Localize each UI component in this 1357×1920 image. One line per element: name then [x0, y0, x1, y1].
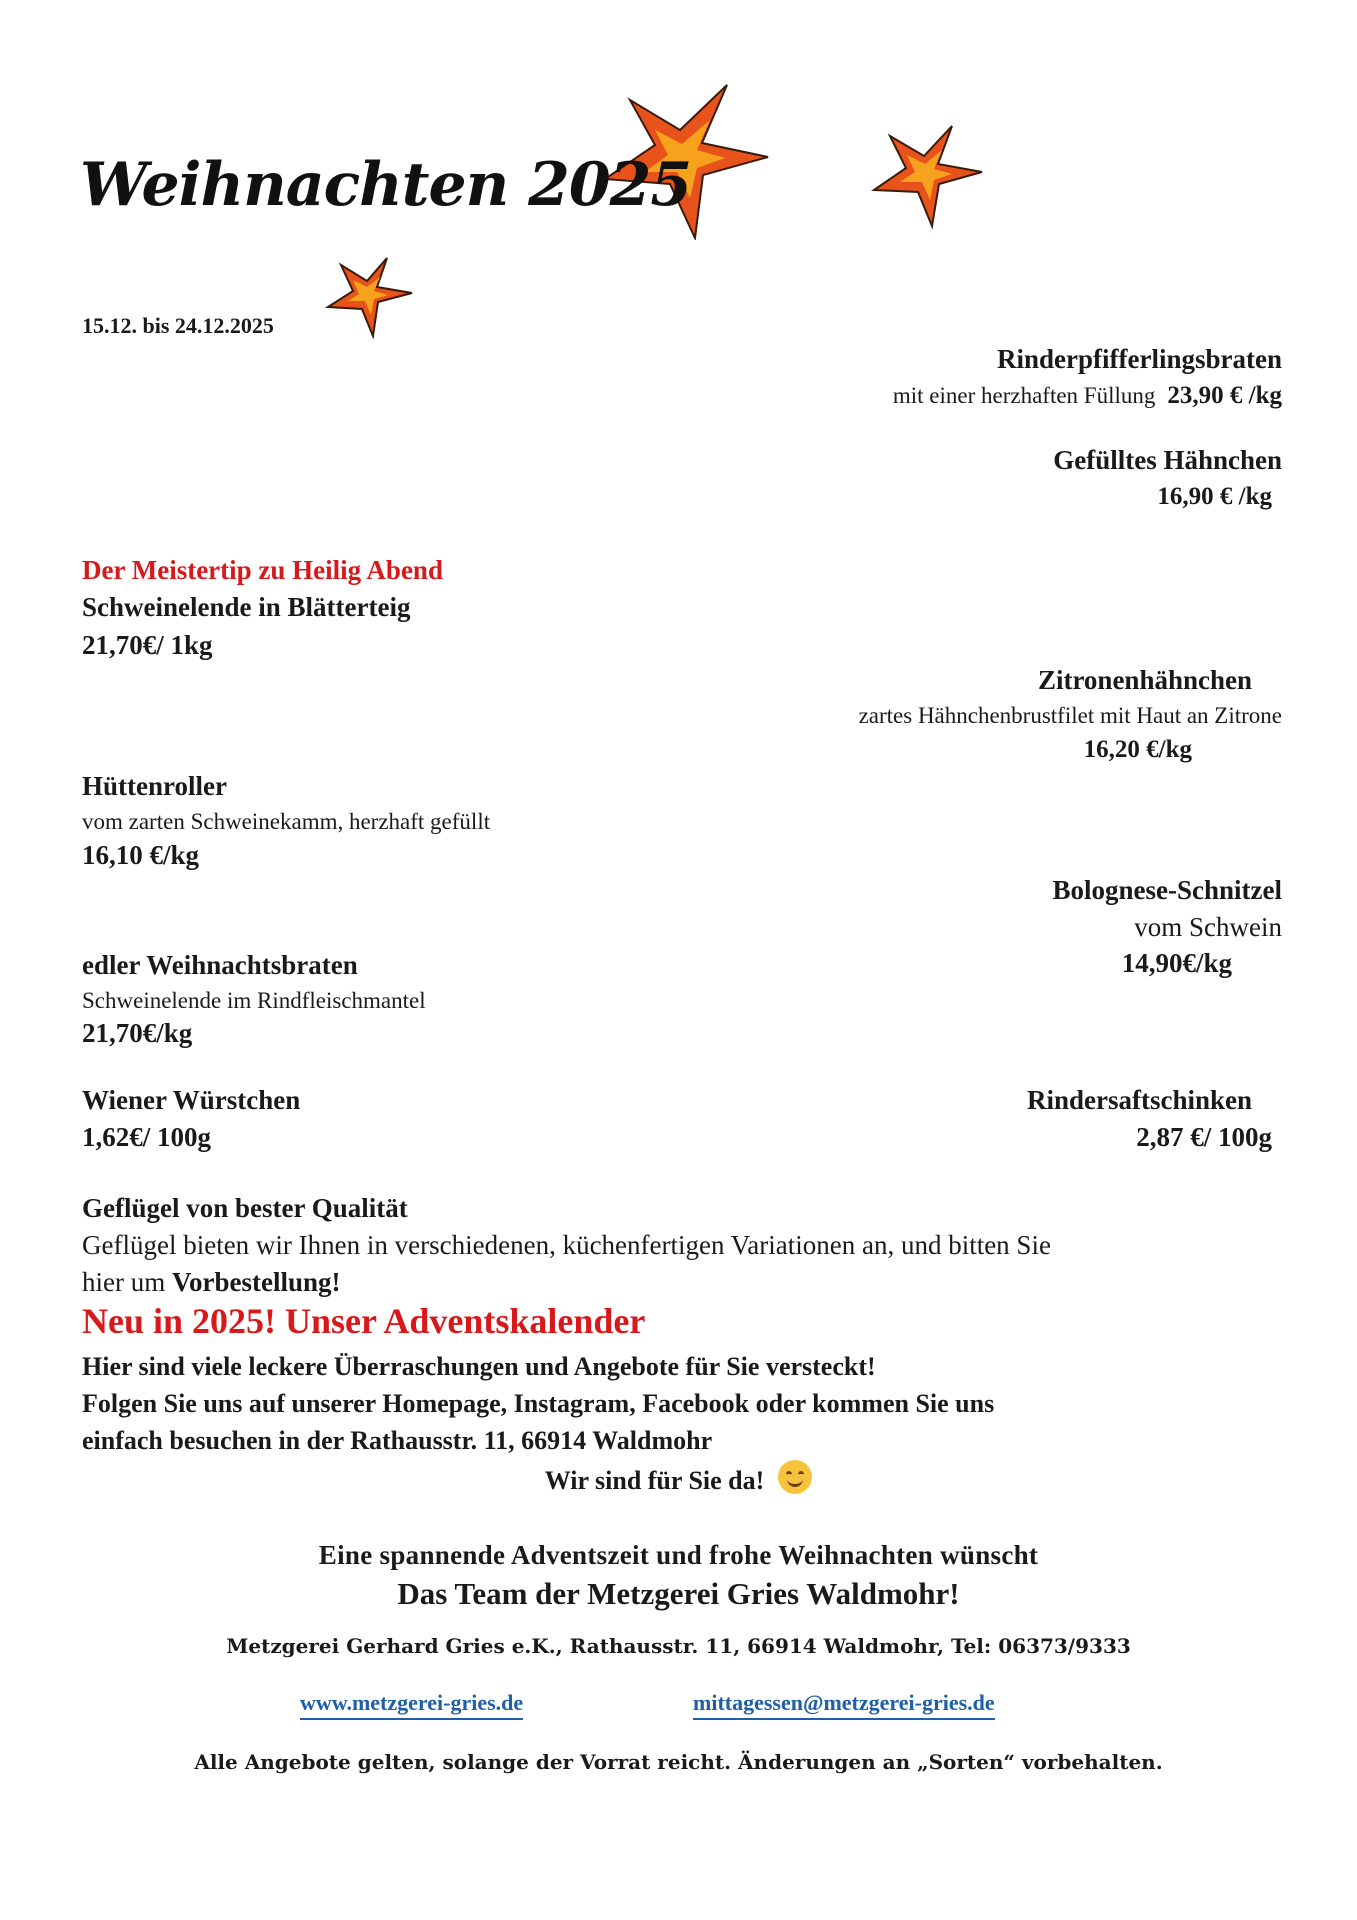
- star-icon: [325, 255, 415, 339]
- item-name-rindersaftschinken: Rindersaftschinken: [1026, 1085, 1252, 1115]
- item-desc: Schweinelende im Rindfleischmantel: [82, 988, 426, 1013]
- item-price: 21,70€/kg: [82, 1018, 193, 1048]
- item-desc: vom zarten Schweinekamm, herzhaft gefüllt: [82, 809, 491, 834]
- item-price: 1,62€/ 100g: [82, 1122, 212, 1152]
- item-name-gefuelltes-haehnchen: Gefülltes Hähnchen: [1053, 445, 1282, 475]
- item-price: 21,70€/ 1kg: [82, 630, 213, 660]
- item-name-schweinelende: Schweinelende in Blätterteig: [82, 592, 411, 622]
- poultry-preorder: Vorbestellung!: [171, 1267, 341, 1297]
- advent-line2: Folgen Sie uns auf unserer Homepage, Instagram, Facebook oder kommen Sie uns: [82, 1389, 995, 1418]
- website-link[interactable]: www.metzgerei-gries.de: [300, 1690, 523, 1720]
- item-name-weihnachtsbraten: edler Weihnachtsbraten: [82, 950, 358, 980]
- email-link[interactable]: mittagessen@metzgerei-gries.de: [693, 1690, 995, 1720]
- poultry-heading: Geflügel von bester Qualität: [82, 1193, 408, 1223]
- item-desc: mit einer herzhaften Füllung: [892, 383, 1156, 408]
- item-price: 16,90 € /kg: [1157, 483, 1272, 510]
- item-name-bolognese-schnitzel: Bolognese-Schnitzel: [1052, 875, 1282, 905]
- advent-line4-row: [0, 1460, 1357, 1496]
- poultry-text-line1: Geflügel bieten wir Ihnen in verschiedenen, küchenfertigen Variationen an, und bitten Sie: [82, 1230, 1051, 1260]
- item-name-zitronenhaehnchen: Zitronenhähnchen: [1037, 665, 1252, 695]
- page-title: Weihnachten 2025: [80, 150, 692, 220]
- item-rinderpfifferlingsbraten-details: [893, 382, 1282, 410]
- item-price: 23,90 € /kg: [1167, 382, 1282, 409]
- advent-heading: Neu in 2025! Unser Adventskalender: [82, 1301, 646, 1341]
- item-desc: vom Schwein: [1134, 912, 1282, 942]
- footer-address: Metzgerei Gerhard Gries e.K., Rathausstr. 11, 66914 Waldmohr, Tel: 06373/9333: [226, 1634, 1131, 1658]
- advent-line4: Wir sind für Sie da!: [544, 1466, 765, 1495]
- item-price: 16,20 €/kg: [1083, 736, 1192, 763]
- star-icon: [870, 122, 985, 230]
- item-name-rinderpfifferlingsbraten: Rinderpfifferlingsbraten: [997, 344, 1282, 374]
- meistertip-label: Der Meistertip zu Heilig Abend: [82, 555, 443, 585]
- offer-dates: 15.12. bis 24.12.2025: [82, 313, 274, 338]
- footer-disclaimer: Alle Angebote gelten, solange der Vorrat reicht. Änderungen an „Sorten“ vorbehalten.: [194, 1750, 1163, 1774]
- item-name-wiener-wuerstchen: Wiener Würstchen: [82, 1085, 301, 1115]
- item-name-huettenroller: Hüttenroller: [82, 771, 227, 801]
- smiley-icon: [778, 1460, 812, 1494]
- advent-line1: Hier sind viele leckere Überraschungen und Angebote für Sie versteckt!: [82, 1352, 876, 1381]
- item-price: 2,87 €/ 100g: [1136, 1122, 1272, 1152]
- greeting-line2: Das Team der Metzgerei Gries Waldmohr!: [397, 1576, 960, 1611]
- poultry-text-prefix: hier um: [82, 1267, 166, 1297]
- advent-line3: einfach besuchen in der Rathausstr. 11, 66914 Waldmohr: [82, 1426, 713, 1455]
- item-price: 16,10 €/kg: [82, 840, 200, 870]
- item-price: 14,90€/kg: [1121, 948, 1232, 978]
- item-desc: zartes Hähnchenbrustfilet mit Haut an Zitrone: [858, 703, 1282, 728]
- greeting-line1: Eine spannende Adventszeit und frohe Weihnachten wünscht: [318, 1540, 1039, 1570]
- poultry-text-line2: [82, 1264, 341, 1301]
